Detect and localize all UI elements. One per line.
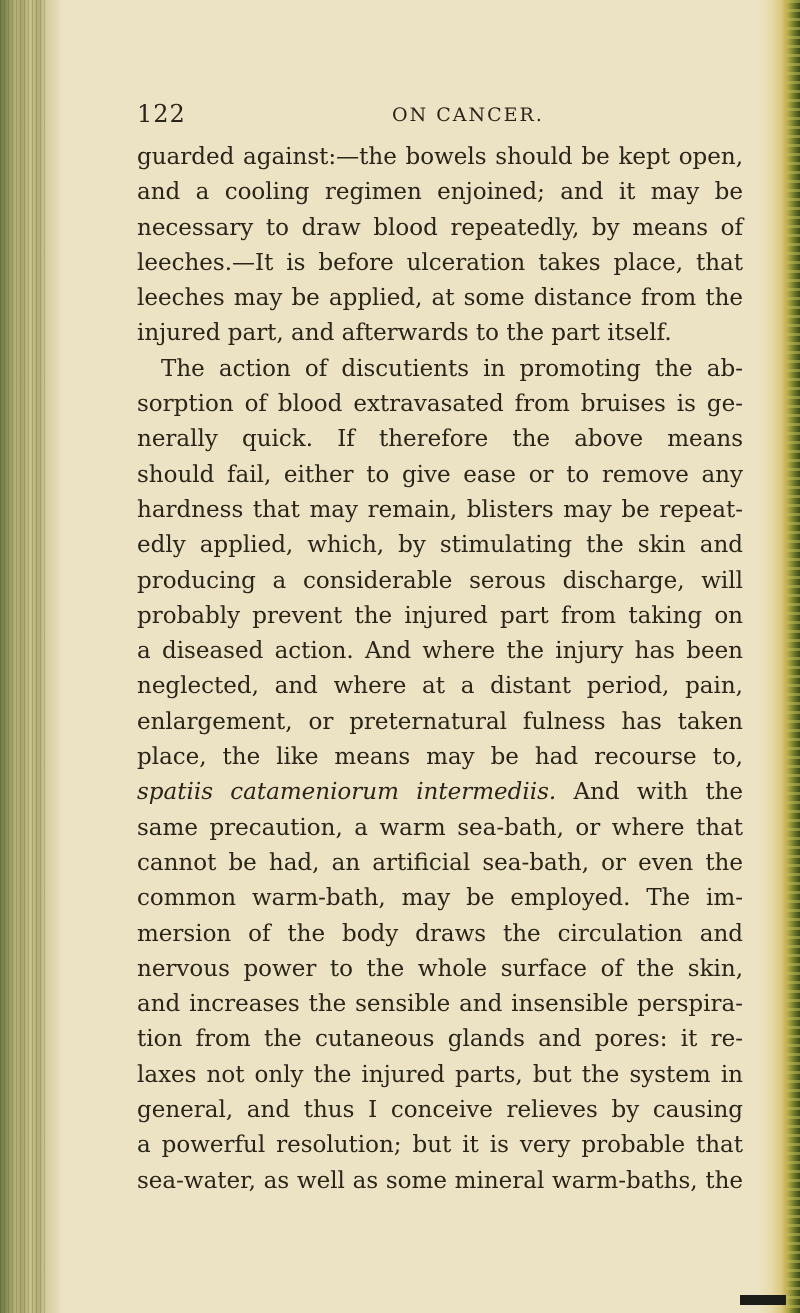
page-number: 122 [137,100,186,128]
text-line: a powerful resolution; but it is very probable that [137,1132,743,1159]
running-title: ON CANCER. [392,104,544,126]
text-line: hardness that may remain, blisters may be repeat- [137,496,743,523]
text-line: cannot be had, an artificial sea-bath, or even the [137,849,743,876]
text-line: same precaution, a warm sea-bath, or where that [137,814,743,841]
text-line-rest: And with the [556,779,743,806]
text-line: general, and thus I conceive relieves by causing [137,1097,743,1124]
text-line: enlargement, or preternatural fulness has taken [137,708,743,735]
running-head [75,100,755,140]
paragraph-start-line: The action of discutients in promoting the ab- [161,355,743,382]
text-line: tion from the cutaneous glands and pores: it re- [137,1026,743,1053]
text-line: edly applied, which, by stimulating the skin and [137,532,743,559]
text-line: mersion of the body draws the circulation and [137,920,743,947]
text-line: place, the like means may be had recourse to, [137,744,743,771]
text-line: sea-water, as well as some mineral warm-baths, the [137,1167,743,1194]
book-page [75,100,755,1194]
text-line-with-italic [137,775,743,810]
text-line: common warm-bath, may be employed. The im- [137,885,743,912]
scan-right-page-stack [786,0,800,1313]
text-line: sorption of blood extravasated from bruises is ge- [137,391,743,418]
scan-left-page-stack [0,0,48,1313]
text-line: a diseased action. And where the injury has been [137,638,743,665]
text-line: nerally quick. If therefore the above means [137,426,743,453]
body-text [137,140,743,1199]
text-line: injured part, and afterwards to the part itself. [137,320,672,347]
text-line: and increases the sensible and insensible perspira- [137,991,743,1018]
text-line: guarded against:—the bowels should be kept open, [137,144,743,170]
text-line: laxes not only the injured parts, but the system in [137,1061,743,1088]
text-line: probably prevent the injured part from taking on [137,602,743,629]
text-line: neglected, and where at a distant period, pain, [137,673,743,700]
scan-corner-mark [740,1295,786,1305]
text-line: necessary to draw blood repeatedly, by means of [137,214,743,241]
text-line: leeches may be applied, at some distance from the [137,285,743,312]
latin-italic-phrase: spatiis catameniorum intermediis. [137,779,557,806]
text-line: nervous power to the whole surface of the skin, [137,955,743,982]
text-line: leeches.—It is before ulceration takes place, that [137,249,743,276]
text-line: producing a considerable serous discharge, will [137,567,743,594]
text-line: should fail, either to give ease or to remove any [137,461,743,488]
text-line: and a cooling regimen enjoined; and it may be [137,179,743,206]
